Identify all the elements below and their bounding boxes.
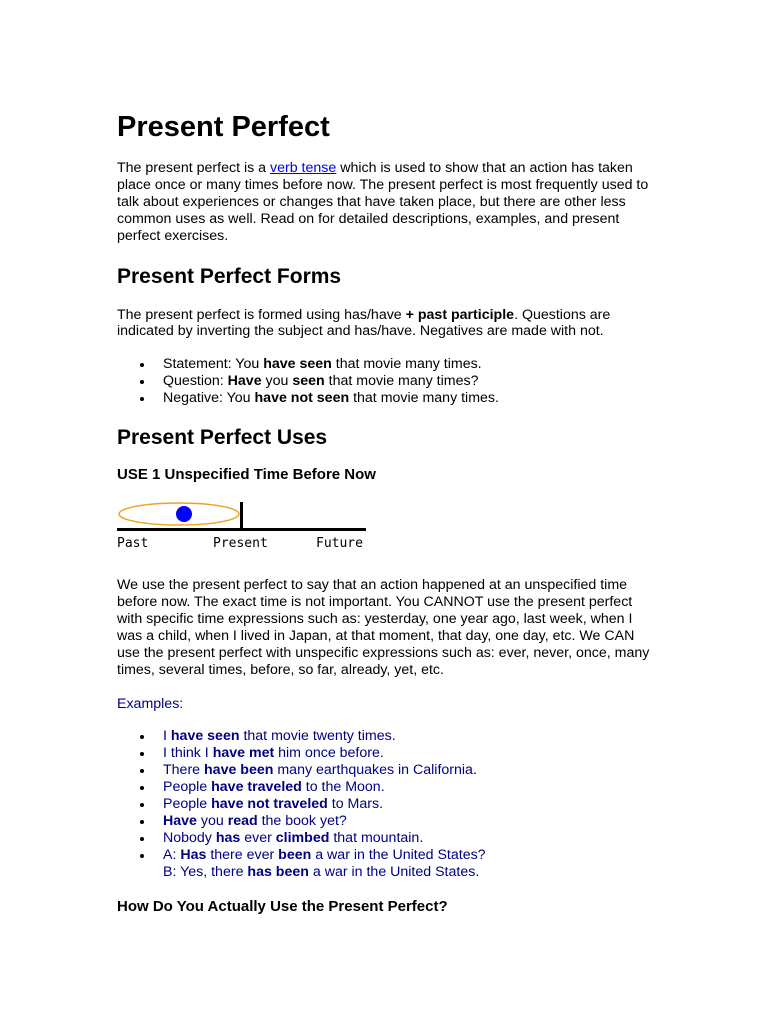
forms-heading: Present Perfect Forms: [117, 264, 342, 288]
item-text: Nobody: [163, 829, 216, 846]
list-item: [117, 779, 657, 796]
item-bold: have met: [212, 745, 275, 762]
forms-paragraph: [117, 307, 657, 341]
list-item: [117, 830, 657, 847]
verb-tense-link[interactable]: verb tense: [270, 160, 337, 176]
item-text: Question:: [163, 373, 228, 390]
item-bold: have been: [204, 762, 274, 779]
use1-paragraph: We use the present perfect to say that an action happened at an unspecified time before now. The exact time is not important. You CANNOT use the present perfect with specific time expressions such as: yesterday, one year ago, last week, when I was a child, when I lived in Japan, at that moment, that day, one day, etc. We CAN use the present perfect with unspecific expressions such as: ever, never, once, many times, several times, before, so far, already, yet, etc.: [117, 577, 650, 678]
item-bold: climbed: [275, 829, 330, 846]
list-item: [117, 390, 657, 407]
item-text: him once before.: [274, 745, 384, 762]
item-bold: seen: [292, 373, 325, 390]
item-bold: Has: [180, 846, 207, 863]
item-bold: read: [227, 812, 258, 829]
list-item: [117, 728, 657, 745]
action-dot: [176, 506, 192, 522]
item-text: there ever: [206, 846, 279, 863]
item-bold: have traveled: [211, 779, 302, 796]
use1-heading: USE 1 Unspecified Time Before Now: [117, 466, 376, 484]
list-item: [117, 796, 657, 813]
list-item: [117, 356, 657, 373]
item-text: that movie twenty times.: [239, 728, 396, 745]
item-text: I think I: [163, 745, 213, 762]
forms-bold: + past participle: [405, 306, 515, 323]
list-item: [117, 813, 657, 830]
item-bold: have seen: [170, 728, 240, 745]
list-item: [117, 847, 657, 881]
timeline-diagram: [117, 502, 367, 550]
forms-text-1: The present perfect is formed using has/have: [117, 306, 406, 323]
item-bold: been: [278, 846, 312, 863]
item-text: I: [163, 728, 171, 745]
item-text: you: [261, 373, 293, 390]
intro-text-1: The present perfect is a: [117, 160, 270, 176]
intro-text-2: which is used to show that an action has taken place once or many times before now. The present perfect is most frequently used to talk about experiences or changes that have taken place, but there are other less common uses as well. Read on for detailed descriptions, examples, and present perfect exercises.: [117, 160, 649, 244]
item-text: a war in the United States?: [311, 846, 486, 863]
item-text: There: [163, 762, 205, 779]
item-text: People: [163, 779, 212, 796]
item-bold: Have: [163, 812, 197, 829]
timeline-graphic: [117, 502, 367, 538]
intro-paragraph: [117, 160, 657, 245]
timeline-future-label: Future: [316, 536, 363, 552]
item-text: ever: [240, 829, 276, 846]
item-text: B: Yes, there: [163, 863, 248, 880]
item-bold: has been: [247, 863, 309, 880]
how-to-use-heading: How Do You Actually Use the Present Perfect?: [117, 897, 448, 915]
item-text: that movie many times.: [331, 356, 482, 373]
document-content: [117, 107, 657, 917]
timeline-past-label: Past: [117, 536, 149, 552]
item-text: the book yet?: [257, 812, 347, 829]
item-text: many earthquakes in California.: [273, 762, 477, 779]
item-text: that movie many times?: [324, 373, 479, 390]
item-text: to Mars.: [327, 796, 384, 813]
item-text: to the Moon.: [301, 779, 385, 796]
list-item: [117, 762, 657, 779]
item-bold: Have: [227, 373, 262, 390]
timeline-axis: [117, 528, 366, 531]
timeline-present-label: Present: [213, 536, 268, 552]
item-bold: has: [215, 829, 241, 846]
list-item: [117, 745, 657, 762]
present-marker: [240, 502, 243, 530]
item-bold: have seen: [263, 356, 332, 373]
forms-text-2: . Questions are indicated by inverting the subject and has/have. Negatives are made with not.: [117, 306, 611, 340]
item-text: Statement: You: [163, 356, 264, 373]
item-text: you: [196, 812, 228, 829]
uses-heading: Present Perfect Uses: [117, 426, 328, 450]
item-text: that movie many times.: [349, 390, 499, 407]
page-title: Present Perfect: [117, 111, 330, 143]
item-text: a war in the United States.: [308, 863, 480, 880]
examples-label: Examples:: [117, 695, 184, 712]
list-item: [117, 373, 657, 390]
forms-list: [117, 356, 657, 407]
item-bold: have not traveled: [211, 796, 328, 813]
item-text: that mountain.: [329, 829, 424, 846]
item-text: Negative: You: [163, 390, 255, 407]
item-text: People: [163, 796, 212, 813]
item-bold: have not seen: [254, 390, 350, 407]
examples-list: [117, 728, 657, 880]
item-text: A:: [163, 846, 181, 863]
